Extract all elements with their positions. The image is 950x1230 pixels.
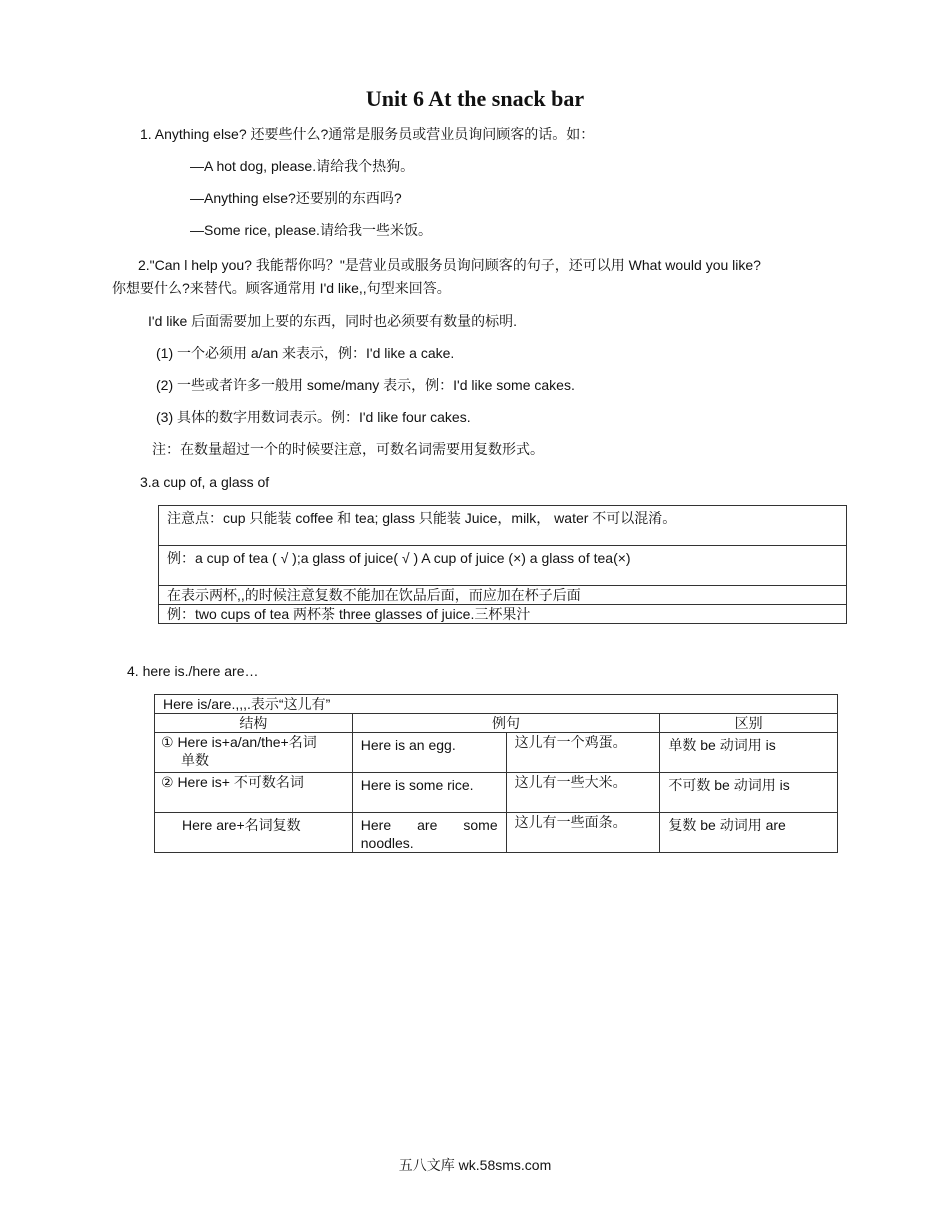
- translation-cell: 这儿有一些面条。: [506, 813, 660, 853]
- column-header: 区别: [660, 714, 838, 733]
- example-word: noodles.: [360, 835, 414, 851]
- column-header: 结构: [155, 714, 353, 733]
- column-header: 例句: [352, 714, 660, 733]
- table-title: Here is/are.,,,.表示“这儿有”: [155, 695, 838, 714]
- point2-item: (2) 一些或者许多一般用 some/many 表示，例：I'd like some cakes.: [156, 377, 575, 393]
- translation-cell: 这儿有一个鸡蛋。: [506, 733, 660, 773]
- example-cell: Here is an egg.: [352, 733, 506, 773]
- table-row: 注意点：cup 只能装 coffee 和 tea; glass 只能装 Juice，milk， water 不可以混淆。: [159, 506, 847, 546]
- point2-remark: 注：在数量超过一个的时候要注意，可数名词需要用复数形式。: [152, 441, 544, 457]
- point3-heading: 3.a cup of, a glass of: [140, 474, 270, 490]
- structure-cell: ② Here is+ 不可数名词: [155, 773, 353, 813]
- point2-line2: 你想要什么?来替代。顾客通常用 I'd like,,句型来回答。: [112, 280, 451, 296]
- example-cell: [352, 813, 506, 853]
- structure-cell: Here are+名词复数: [155, 813, 353, 853]
- table-row: [155, 773, 838, 813]
- table-row: 例：a cup of tea ( √ );a glass of juice( √ ) A cup of juice (×) a glass of tea(×): [159, 546, 847, 586]
- table-row: 例：two cups of tea 两杯茶 three glasses of juice.三杯果汁: [159, 605, 847, 624]
- table-row: [155, 813, 838, 853]
- difference-cell: 复数 be 动词用 are: [660, 813, 838, 853]
- example-word: are: [417, 817, 438, 833]
- here-is-are-table: [154, 694, 838, 853]
- page-title: Unit 6 At the snack bar: [365, 86, 585, 111]
- example-word: Here: [360, 817, 392, 833]
- difference-cell: 单数 be 动词用 is: [660, 733, 838, 773]
- point1-heading: 1. Anything else? 还要些什么?通常是服务员或营业员询问顾客的话。如：: [140, 126, 595, 142]
- point2-item: (3) 具体的数字用数词表示。例：I'd like four cakes.: [156, 409, 471, 425]
- structure-text: 单数: [181, 752, 209, 768]
- cup-glass-table: [158, 505, 847, 624]
- point1-line: —A hot dog, please.请给我个热狗。: [190, 158, 415, 174]
- table-row: 在表示两杯,,的时候注意复数不能加在饮品后面，而应加在杯子后面: [159, 586, 847, 605]
- footer-watermark: 五八文库 wk.58sms.com: [398, 1157, 552, 1173]
- example-cell: Here is some rice.: [352, 773, 506, 813]
- point4-heading: 4. here is./here are…: [127, 663, 259, 679]
- point2-line1: 2."Can l help you? 我能帮你吗？"是营业员或服务员询问顾客的句子，还可以用 What would you like?: [138, 257, 761, 273]
- translation-cell: 这儿有一些大米。: [506, 773, 660, 813]
- table-row: [155, 733, 838, 773]
- structure-cell: [155, 733, 353, 773]
- point1-line: —Anything else?还要别的东西吗?: [190, 190, 402, 206]
- point1-line: —Some rice, please.请给我一些米饭。: [190, 222, 432, 238]
- difference-cell: 不可数 be 动词用 is: [660, 773, 838, 813]
- point2-item: (1) 一个必须用 a/an 来表示，例：I'd like a cake.: [156, 345, 455, 361]
- point2-note: I'd like 后面需要加上要的东西，同时也必须要有数量的标明.: [148, 313, 518, 329]
- structure-text: ① Here is+a/an/the+名词: [161, 734, 317, 750]
- example-word: some: [463, 817, 498, 833]
